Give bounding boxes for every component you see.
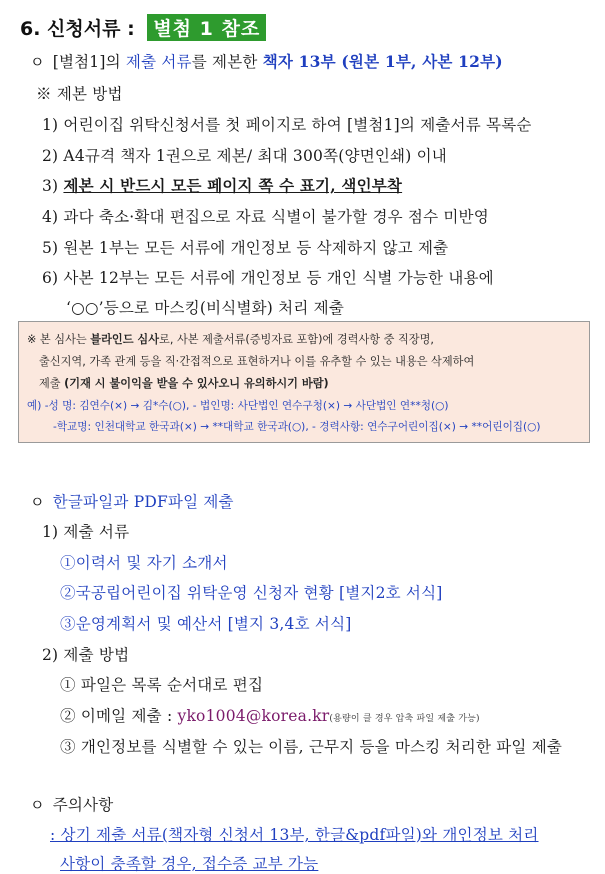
files-method-2 [60, 704, 480, 726]
intro-docs: 제출 서류 [125, 53, 192, 71]
intro-line [30, 50, 503, 72]
files-method-3: ③ 개인정보를 식별할 수 있는 이름, 근무지 등을 마스킹 처리한 파일 제출 [60, 738, 563, 756]
note-line-1b: 블라인드 심사 [90, 333, 160, 346]
binding-item-3-emphasis: 제본 시 반드시 모든 페이지 쪽 수 표기, 색인부착 [63, 176, 403, 195]
files-heading-text: 한글파일과 PDF파일 제출 [52, 493, 234, 511]
bullet-icon: ㅇ [30, 493, 45, 511]
note-line-1c: 로, 사본 제출서류(증빙자료 포함)에 경력사항 중 직장명, [159, 333, 434, 346]
note-line-1 [27, 331, 434, 347]
note-example-1: 예) -성 명: 김연수(×) → 김*수(○), - 법인명: 사단법인 연수구청(×) → 사단법인 연**청(○) [27, 400, 449, 412]
binding-item-3-number: 3) [42, 177, 64, 195]
note-example-2: -학교명: 인천대학교 한국과(×) → **대학교 한국과(○), - 경력사항: 연수구어린이집(×) → **어린이집(○) [53, 421, 541, 433]
note-line-1a: ※ 본 심사는 [27, 333, 91, 346]
binding-item-3 [42, 174, 402, 196]
binding-item-2: 2) A4규격 책자 1권으로 제본/ 최대 300쪽(양면인쇄) 이내 [42, 147, 447, 165]
section-title [20, 14, 266, 41]
files-doc-1: ①이력서 및 자기 소개서 [60, 554, 228, 572]
binding-heading: ※ 제본 방법 [36, 85, 123, 103]
files-method-2-label: ② 이메일 제출 : [60, 707, 178, 725]
files-method-1: ① 파일은 목록 순서대로 편집 [60, 676, 264, 694]
bullet-icon: ㅇ [30, 53, 45, 71]
bullet-icon: ㅇ [30, 796, 45, 814]
files-heading [30, 490, 234, 512]
email-size-note: (용량이 클 경우 압축 파일 제출 가능) [329, 714, 480, 724]
note-line-3b: (기재 시 불이익을 받을 수 있사오니 유의하시기 바람) [64, 377, 329, 390]
binding-item-6: 6) 사본 12부는 모든 서류에 개인정보 등 개인 식별 가능한 내용에 [42, 269, 494, 287]
intro-prefix: [별첨1]의 [52, 53, 126, 71]
files-doc-3: ③운영계획서 및 예산서 [별지 3,4호 서식] [60, 615, 352, 633]
caution-heading [30, 793, 113, 815]
files-docs-heading: 1) 제출 서류 [42, 523, 130, 541]
note-line-3 [39, 375, 329, 391]
note-line-2: 출신지역, 가족 관계 등을 직·간접적으로 표현하거나 이를 유추할 수 있는 내용은 삭제하여 [39, 355, 475, 368]
caution-line-1: : 상기 제출 서류(책자형 신청서 13부, 한글&pdf파일)와 개인정보 처리 [50, 826, 539, 844]
note-line-3a: 제출 [39, 377, 65, 390]
caution-heading-text: 주의사항 [52, 796, 114, 814]
intro-count: 책자 13부 (원본 1부, 사본 12부) [262, 52, 503, 71]
binding-item-6-cont: ‘○○’등으로 마스킹(비식별화) 처리 제출 [66, 299, 345, 317]
binding-item-1: 1) 어린이집 위탁신청서를 첫 페이지로 하여 [별첨1]의 제출서류 목록순 [42, 116, 532, 134]
binding-item-4: 4) 과다 축소·확대 편집으로 자료 식별이 불가할 경우 점수 미반영 [42, 208, 489, 226]
binding-item-5: 5) 원본 1부는 모든 서류에 개인정보 등 삭제하지 않고 제출 [42, 239, 449, 257]
files-doc-2: ②국공립어린이집 위탁운영 신청자 현황 [별지2호 서식] [60, 584, 443, 602]
attachment-badge: 별첨 1 참조 [147, 14, 266, 41]
files-method-heading: 2) 제출 방법 [42, 646, 130, 664]
intro-mid: 를 제본한 [191, 53, 263, 71]
section-title-text: 6. 신청서류 : [20, 18, 135, 40]
caution-line-2: 사항이 충족할 경우, 접수증 교부 가능 [60, 855, 319, 873]
email-address: yko1004@korea.kr [177, 707, 330, 725]
blind-review-note [18, 321, 590, 443]
